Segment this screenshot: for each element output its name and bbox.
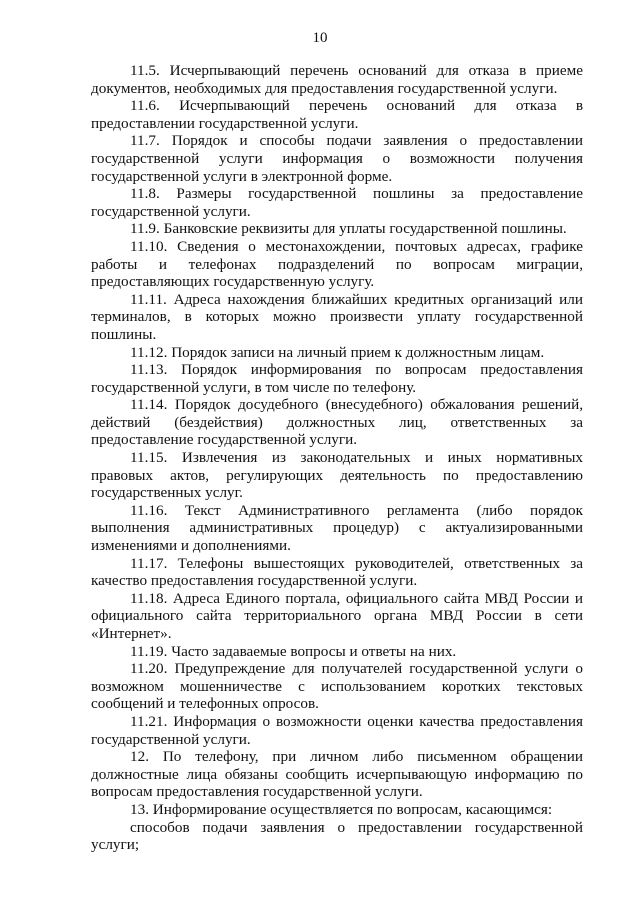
paragraph-11-21: 11.21. Информация о возможности оценки качества предоставления государственной услуги. bbox=[91, 712, 583, 748]
paragraph-13-item: способов подачи заявления о предоставлении государственной услуги; bbox=[91, 818, 583, 854]
paragraph-11-6: 11.6. Исчерпывающий перечень оснований для отказа в предоставлении государственной услуги. bbox=[91, 97, 583, 132]
paragraph-11-14: 11.14. Порядок досудебного (внесудебного) обжалования решений, действий (бездействия) должностных лиц, ответственных за предоставление государственной услуги. bbox=[91, 396, 583, 449]
paragraph-13: 13. Информирование осуществляется по вопросам, касающимся: bbox=[130, 800, 553, 818]
paragraph-11-7: 11.7. Порядок и способы подачи заявления о предоставлении государственной услуги информация о возможности получения государственной услуги в электронной форме. bbox=[91, 132, 583, 185]
document-body bbox=[91, 62, 583, 854]
paragraph-11-15: 11.15. Извлечения из законодательных и иных нормативных правовых актов, регулирующих деятельность по предоставлению государственных услуг. bbox=[91, 449, 583, 502]
paragraph-12: 12. По телефону, при личном либо письменном обращении должностные лица обязаны сообщить исчерпывающую информацию по вопросам предоставления государственной услуги. bbox=[91, 748, 583, 801]
paragraph-11-18: 11.18. Адреса Единого портала, официального сайта МВД России и официального сайта территориального органа МВД России в сети «Интернет». bbox=[91, 589, 583, 642]
paragraph-11-20: 11.20. Предупреждение для получателей государственной услуги о возможном мошенничестве с использованием коротких текстовых сообщений и телефонных опросов. bbox=[91, 660, 583, 713]
paragraph-11-11: 11.11. Адреса нахождения ближайших кредитных организаций или терминалов, в которых можно произвести уплату государственной пошлины. bbox=[91, 290, 583, 343]
paragraph-11-16: 11.16. Текст Административного регламента (либо порядок выполнения административных процедур) с актуализированными изменениями и дополнениями. bbox=[91, 501, 583, 555]
paragraph-11-9: 11.9. Банковские реквизиты для уплаты государственной пошлины. bbox=[130, 220, 567, 238]
paragraph-11-19: 11.19. Часто задаваемые вопросы и ответы на них. bbox=[130, 642, 457, 660]
page-number: 10 bbox=[312, 30, 328, 46]
paragraph-11-17: 11.17. Телефоны вышестоящих руководителей, ответственных за качество предоставления государственной услуги. bbox=[91, 554, 583, 590]
paragraph-11-5: 11.5. Исчерпывающий перечень оснований для отказа в приеме документов, необходимых для предоставления государственной услуги. bbox=[91, 62, 583, 97]
paragraph-11-8: 11.8. Размеры государственной пошлины за предоставление государственной услуги. bbox=[91, 185, 583, 220]
paragraph-11-13: 11.13. Порядок информирования по вопросам предоставления государственной услуги, в том числе по телефону. bbox=[91, 361, 583, 396]
paragraph-11-12: 11.12. Порядок записи на личный прием к должностным лицам. bbox=[130, 343, 545, 361]
paragraph-11-10: 11.10. Сведения о местонахождении, почтовых адресах, графике работы и телефонах подразделений по вопросам миграции, предоставляющих государственную услугу. bbox=[91, 237, 583, 291]
